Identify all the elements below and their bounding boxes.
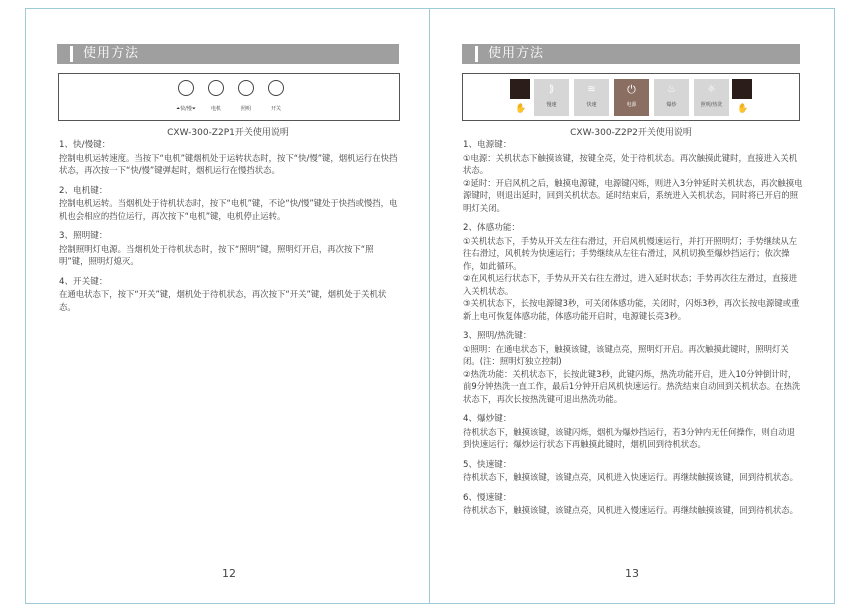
slow-speed-key[interactable] — [534, 79, 569, 116]
section-title: 2、体感功能： — [463, 223, 521, 233]
power-key-button[interactable] — [268, 80, 284, 96]
page-number: 13 — [625, 567, 639, 580]
section-title: 1、电源键： — [463, 140, 512, 150]
section-text: ①照明：在通电状态下，触摸该键，该键点亮，照明灯开启。再次触摸此键时，照明灯关闭。(注：照明灯独立控制) — [463, 343, 789, 366]
section-text: 控制照明灯电源。当烟机处于待机状态时，按下“照明”键，照明灯开启，再次按下“照明”键，照明灯熄灭。 — [59, 243, 374, 266]
section-text: ③关机状态下，长按电源键3秒，可关闭体感功能，关闭时，闪烁3秒，再次长按电源键或重新上电可恢复体感功能，体感功能开启时，电源键长亮3秒。 — [463, 298, 800, 321]
section-gesture — [463, 222, 803, 322]
section-light-key — [59, 230, 399, 268]
light-hotwash-key[interactable] — [694, 79, 729, 116]
light-key-label: 照明 — [240, 106, 251, 112]
power-key[interactable] — [256, 80, 296, 112]
section-text: ②延时：开启风机之后，触摸电源键，电源键闪烁，则进入3分钟延时关机状态，再次触摸电源键时，则退出延时，回到关机状态。延时结束后，系统进入关机状态，同时将已开启的照明灯关闭。 — [463, 177, 803, 213]
power-key[interactable] — [614, 79, 649, 116]
section-title: 1、快/慢键： — [59, 140, 111, 150]
slow-speed-label: 慢速 — [546, 102, 557, 108]
fast-speed-label: 快速 — [586, 102, 597, 108]
instructions-left — [59, 139, 399, 321]
section-power-key — [59, 276, 399, 314]
manual-page-left — [25, 8, 430, 604]
section-slow-speed — [463, 492, 803, 517]
fan-fast-icon: ≋ — [587, 84, 596, 95]
hand-icon: ✋ — [515, 104, 527, 114]
speed-key-label: ⏶快/慢⏷ — [176, 106, 196, 112]
light-icon: ☼ — [707, 84, 716, 95]
section-text: 控制电机运转。当烟机处于待机状态时，按下“电机”键，不论“快/慢”键处于快挡或慢挡，电机也会相应的挡位运行，再次按下“电机”键，电机停止运转。 — [59, 198, 398, 221]
speed-key-button[interactable] — [178, 80, 194, 96]
section-motor-key — [59, 185, 399, 223]
power-label: 电源 — [626, 102, 637, 108]
page-number: 12 — [222, 567, 236, 580]
panel-caption: CXW-300-Z2P1开关使用说明 — [167, 128, 289, 138]
section-title: 4、爆炒键： — [463, 414, 512, 424]
section-light-hotwash — [463, 330, 803, 405]
section-header: 使用方法 — [462, 44, 800, 64]
section-text: ②热洗功能：关机状态下，长按此键3秒，此键闪烁，热洗功能开启，进入10分钟倒计时，前9分钟热洗一直工作，最后1分钟开启风机快速运行。热洗结束自动回到关机状态。在热洗状态下，再次长按热洗键可退出热洗功能。 — [463, 368, 801, 404]
section-text: 控制电机运转速度。当按下“电机”键烟机处于运转状态时，按下“快/慢”键，烟机运行在快挡状态，再次按一下“快/慢”键弹起时，烟机运行在慢挡状态。 — [59, 152, 398, 175]
section-text: 待机状态下，触摸该键，该键闪烁，烟机为爆炒挡运行，若3分钟内无任何操作，则自动退到快速运行；爆炒运行状态下再触摸此键时，烟机回到待机状态。 — [463, 426, 795, 449]
section-speed-key — [59, 139, 399, 177]
section-text: ①电源：关机状态下触摸该键，按键全亮，处于待机状态。再次触摸此键时，直接进入关机状态。 — [463, 152, 798, 175]
section-title: 6、慢速键： — [463, 492, 512, 503]
section-text: ②在风机运行状态下，手势从开关右往左滑过，进入延时状态；手势再次往左滑过，直接进入关机状态。 — [463, 273, 798, 296]
section-text: ①关机状态下，手势从开关左往右滑过，开启风机慢速运行，并打开照明灯；手势继续从左往右滑过，风机转为快速运行；手势继续从左往右滑过，风机切换至爆炒挡运行；依次操作，如此循环。 — [463, 235, 798, 271]
power-key-label: 开关 — [270, 106, 281, 112]
instructions-right — [463, 139, 803, 525]
manual-page-right — [429, 8, 835, 604]
panel-caption: CXW-300-Z2P2开关使用说明 — [570, 128, 692, 138]
motor-key-label: 电机 — [210, 106, 221, 112]
section-title: 3、照明键： — [59, 231, 108, 241]
fan-slow-icon: ⟫ — [548, 84, 555, 95]
motor-key-button[interactable] — [208, 80, 224, 96]
section-stir-fry — [463, 413, 803, 451]
light-key-button[interactable] — [238, 80, 254, 96]
section-header: 使用方法 — [57, 44, 399, 64]
hand-icon: ✋ — [737, 104, 749, 114]
section-fast-speed — [463, 459, 803, 484]
section-power-key — [463, 139, 803, 214]
light-hotwash-label: 照明/热洗 — [700, 102, 723, 108]
section-text: 在通电状态下，按下“开关”键，烟机处于待机状态，再次按下“开关”键，烟机处于关机状态。 — [59, 289, 387, 312]
section-text: 待机状态下，触摸该键，该键点亮，风机进入慢速运行。再继续触摸该键，回到待机状态。 — [463, 505, 798, 515]
gesture-sensor-left — [510, 79, 530, 99]
section-title: 5、快速键： — [463, 459, 512, 470]
steam-icon: ♨ — [667, 84, 676, 95]
stir-fry-key[interactable] — [654, 79, 689, 116]
control-panel-z2p1 — [58, 73, 400, 121]
section-text: 待机状态下，触摸该键，该键点亮，风机进入快速运行。再继续触摸该键，回到待机状态。 — [463, 472, 798, 482]
section-title: 4、开关键： — [59, 276, 108, 287]
stir-fry-label: 爆炒 — [666, 102, 677, 108]
power-icon: ⏻ — [627, 83, 636, 96]
section-title: 3、照明/热洗键： — [463, 331, 532, 341]
gesture-sensor-right — [732, 79, 752, 99]
section-title: 2、电机键： — [59, 185, 108, 196]
control-panel-z2p2 — [462, 73, 800, 121]
fast-speed-key[interactable] — [574, 79, 609, 116]
